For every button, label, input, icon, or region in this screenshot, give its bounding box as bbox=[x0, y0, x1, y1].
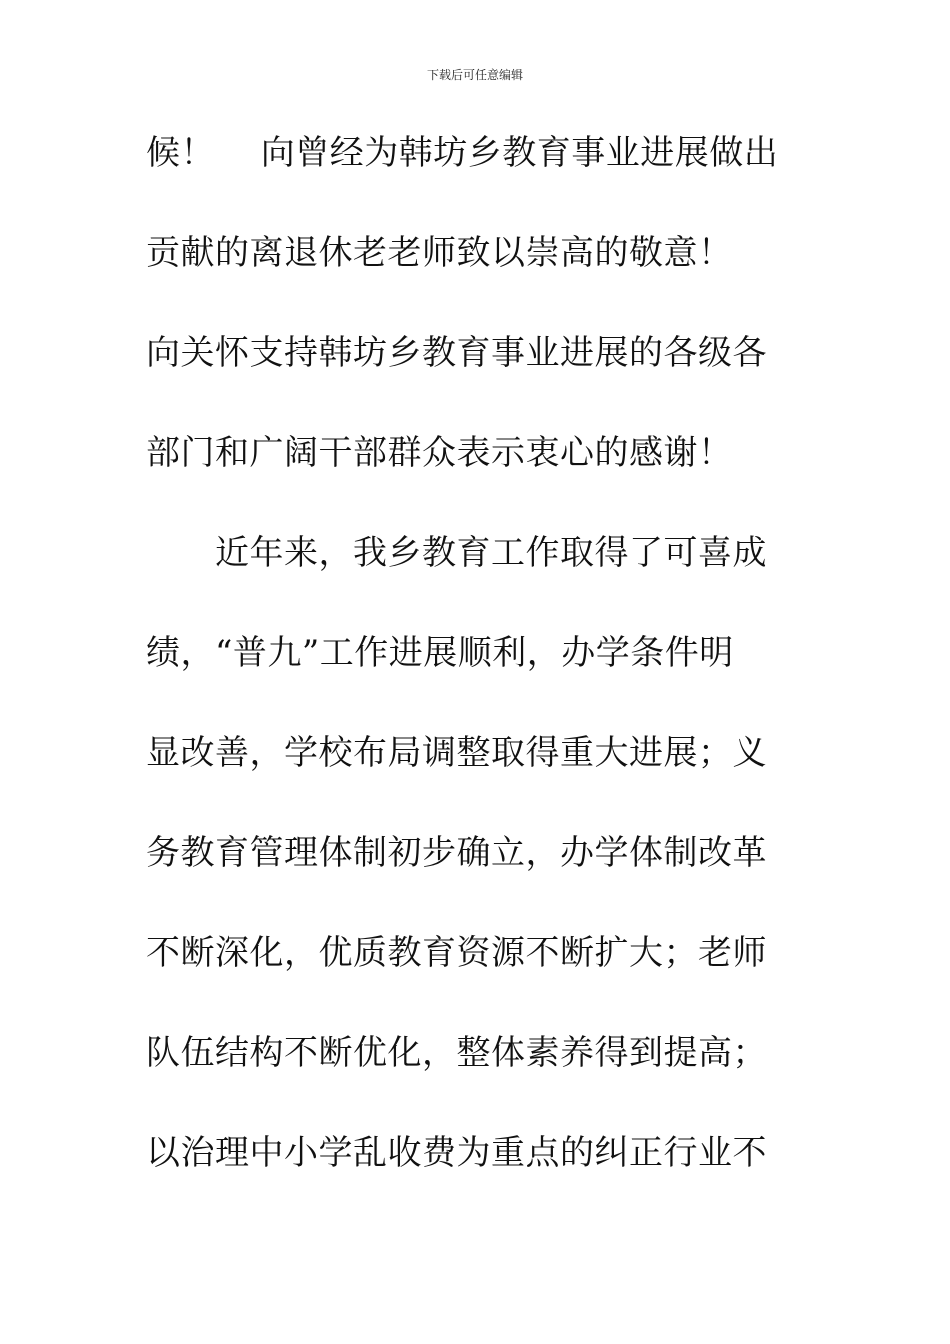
text-line: 向关怀支持韩坊乡教育事业进展的各级各 bbox=[146, 333, 767, 373]
text-line: 不断深化，优质教育资源不断扩大；老师 bbox=[146, 933, 767, 973]
text-line: 队伍结构不断优化，整体素养得到提高； bbox=[146, 1033, 767, 1073]
text-line: 贡献的离退休老老师致以崇高的敬意！ bbox=[146, 233, 733, 273]
text-line: 候！ 向曾经为韩坊乡教育事业进展做出 bbox=[146, 133, 779, 173]
text-line: 显改善，学校布局调整取得重大进展；义 bbox=[146, 733, 767, 773]
body-text bbox=[146, 128, 786, 1228]
text-line: 部门和广阔干部群众表示衷心的感谢！ bbox=[146, 433, 733, 473]
text-line: 以治理中小学乱收费为重点的纠正行业不 bbox=[146, 1133, 767, 1173]
text-line: 近年来，我乡教育工作取得了可喜成 bbox=[146, 533, 767, 573]
text-line: 务教育管理体制初步确立，办学体制改革 bbox=[146, 833, 767, 873]
page-header: 下载后可任意编辑 bbox=[426, 68, 523, 82]
text-line: 绩，“普九”工作进展顺利，办学条件明 bbox=[146, 633, 734, 673]
